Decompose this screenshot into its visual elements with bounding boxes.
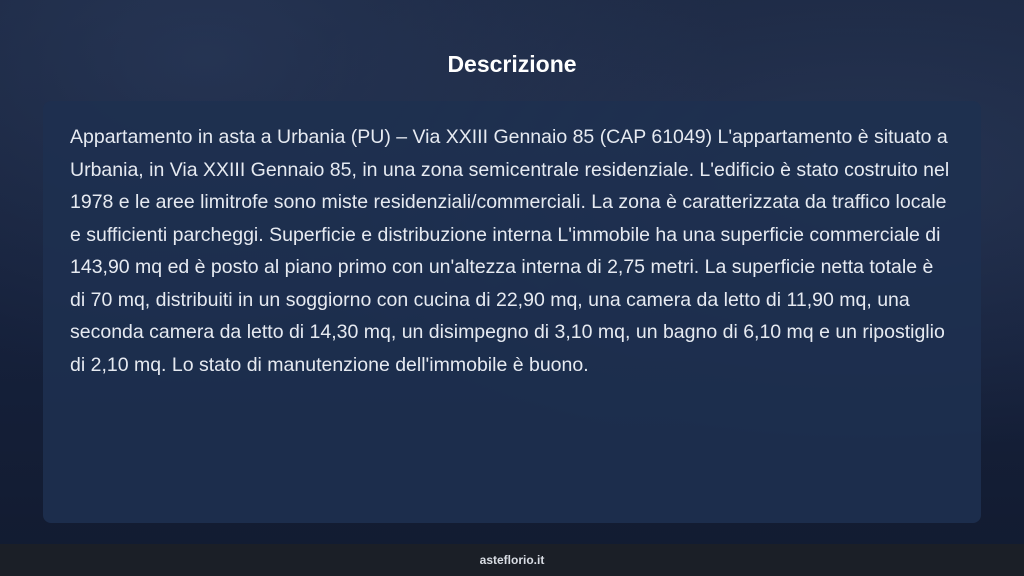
- footer-site-name[interactable]: asteflorio.it: [479, 553, 545, 567]
- description-card: [43, 101, 981, 523]
- page-title: Descrizione: [447, 51, 577, 77]
- footer-bar: [0, 544, 1024, 576]
- description-text: Appartamento in asta a Urbania (PU) – Via XXIII Gennaio 85 (CAP 61049) L'appartamento è situato a Urbania, in Via XXIII Gennaio 85, in una zona semicentrale residenziale. L'edificio è stato costruito nel 1978 e le aree limitrofe sono miste residenziali/commerciali. La zona è caratterizzata da traffico locale e sufficienti parcheggi. Superficie e distribuzione interna L'immobile ha una superficie commerciale di 143,90 mq ed è posto al piano primo con un'altezza interna di 2,75 metri. La superficie netta totale è di 70 mq, distribuiti in un soggiorno con cucina di 22,90 mq, una camera da letto di 11,90 mq, una seconda camera da letto di 14,30 mq, un disimpegno di 3,10 mq, un bagno di 6,10 mq e un ripostiglio di 2,10 mq. Lo stato di manutenzione dell'immobile è buono.: [70, 126, 950, 376]
